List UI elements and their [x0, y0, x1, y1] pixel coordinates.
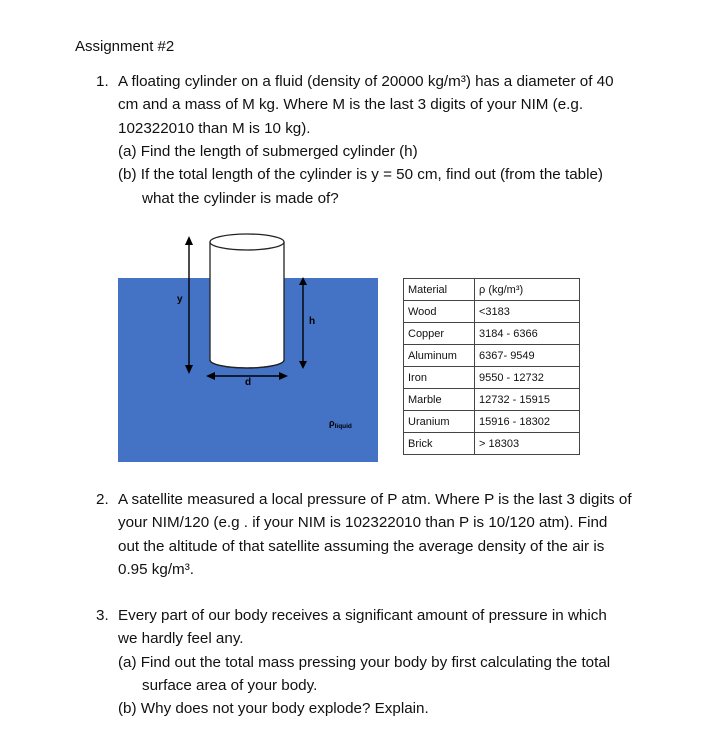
question-1-line: cm and a mass of M kg. Where M is the last 3 digits of your NIM (e.g.	[118, 96, 584, 114]
table-header-row	[404, 279, 580, 301]
table-header-cell: ρ (kg/m³)	[475, 279, 580, 301]
assignment-title: Assignment #2	[75, 38, 175, 55]
material-density-table	[403, 278, 580, 455]
table-row	[404, 367, 580, 389]
question-2-line: A satellite measured a local pressure of P atm. Where P is the last 3 digits of	[118, 491, 632, 508]
question-3-number: 3.	[96, 607, 109, 624]
floating-cylinder-figure	[118, 232, 378, 462]
question-3-part-a: (a) Find out the total mass pressing your body by first calculating the total	[118, 653, 611, 671]
question-3-line: Every part of our body receives a significant amount of pressure in which	[118, 607, 607, 624]
question-1-part-b-cont: what the cylinder is made of?	[142, 189, 339, 207]
table-cell: 9550 - 12732	[475, 367, 580, 389]
question-1-number: 1.	[96, 73, 109, 90]
table-row	[404, 323, 580, 345]
table-cell: Wood	[404, 301, 475, 323]
table-cell: > 18303	[475, 433, 580, 455]
table-row	[404, 301, 580, 323]
d-label: d	[245, 377, 252, 388]
question-2-line: out the altitude of that satellite assuming the average density of the air is	[118, 537, 605, 555]
question-3-part-b: (b) Why does not your body explode? Explain.	[118, 700, 429, 718]
y-label: y	[177, 294, 183, 305]
cylinder-shape	[210, 234, 284, 368]
table-row	[404, 389, 580, 411]
question-1-line: 102322010 than M is 10 kg).	[118, 119, 311, 137]
table-cell: 6367- 9549	[475, 345, 580, 367]
question-2-line: your NIM/120 (e.g . if your NIM is 102322010 than P is 10/120 atm). Find	[118, 514, 608, 532]
table-row	[404, 345, 580, 367]
table-cell: 15916 - 18302	[475, 411, 580, 433]
table-cell: <3183	[475, 301, 580, 323]
h-label: h	[309, 316, 316, 327]
table-cell: 3184 - 6366	[475, 323, 580, 345]
table-cell: Uranium	[404, 411, 475, 433]
question-2-line: 0.95 kg/m³.	[118, 560, 194, 578]
table-row	[404, 433, 580, 455]
table-cell: Aluminum	[404, 345, 475, 367]
table-cell: Copper	[404, 323, 475, 345]
table-cell: 12732 - 15915	[475, 389, 580, 411]
table-row	[404, 411, 580, 433]
question-1-part-a: (a) Find the length of submerged cylinder (h)	[118, 142, 418, 160]
question-1-line: A floating cylinder on a fluid (density of 20000 kg/m³) has a diameter of 40	[118, 73, 614, 90]
rho-liquid-label: ρ	[329, 418, 335, 428]
rho-liquid-subscript: liquid	[334, 423, 352, 430]
question-3-part-a-cont: surface area of your body.	[142, 676, 318, 694]
table-cell: Iron	[404, 367, 475, 389]
question-1-part-b: (b) If the total length of the cylinder is y = 50 cm, find out (from the table)	[118, 166, 603, 184]
table-cell: Marble	[404, 389, 475, 411]
table-cell: Brick	[404, 433, 475, 455]
table-header-cell: Material	[404, 279, 475, 301]
question-3-line: we hardly feel any.	[118, 630, 244, 648]
question-2-number: 2.	[96, 491, 109, 508]
